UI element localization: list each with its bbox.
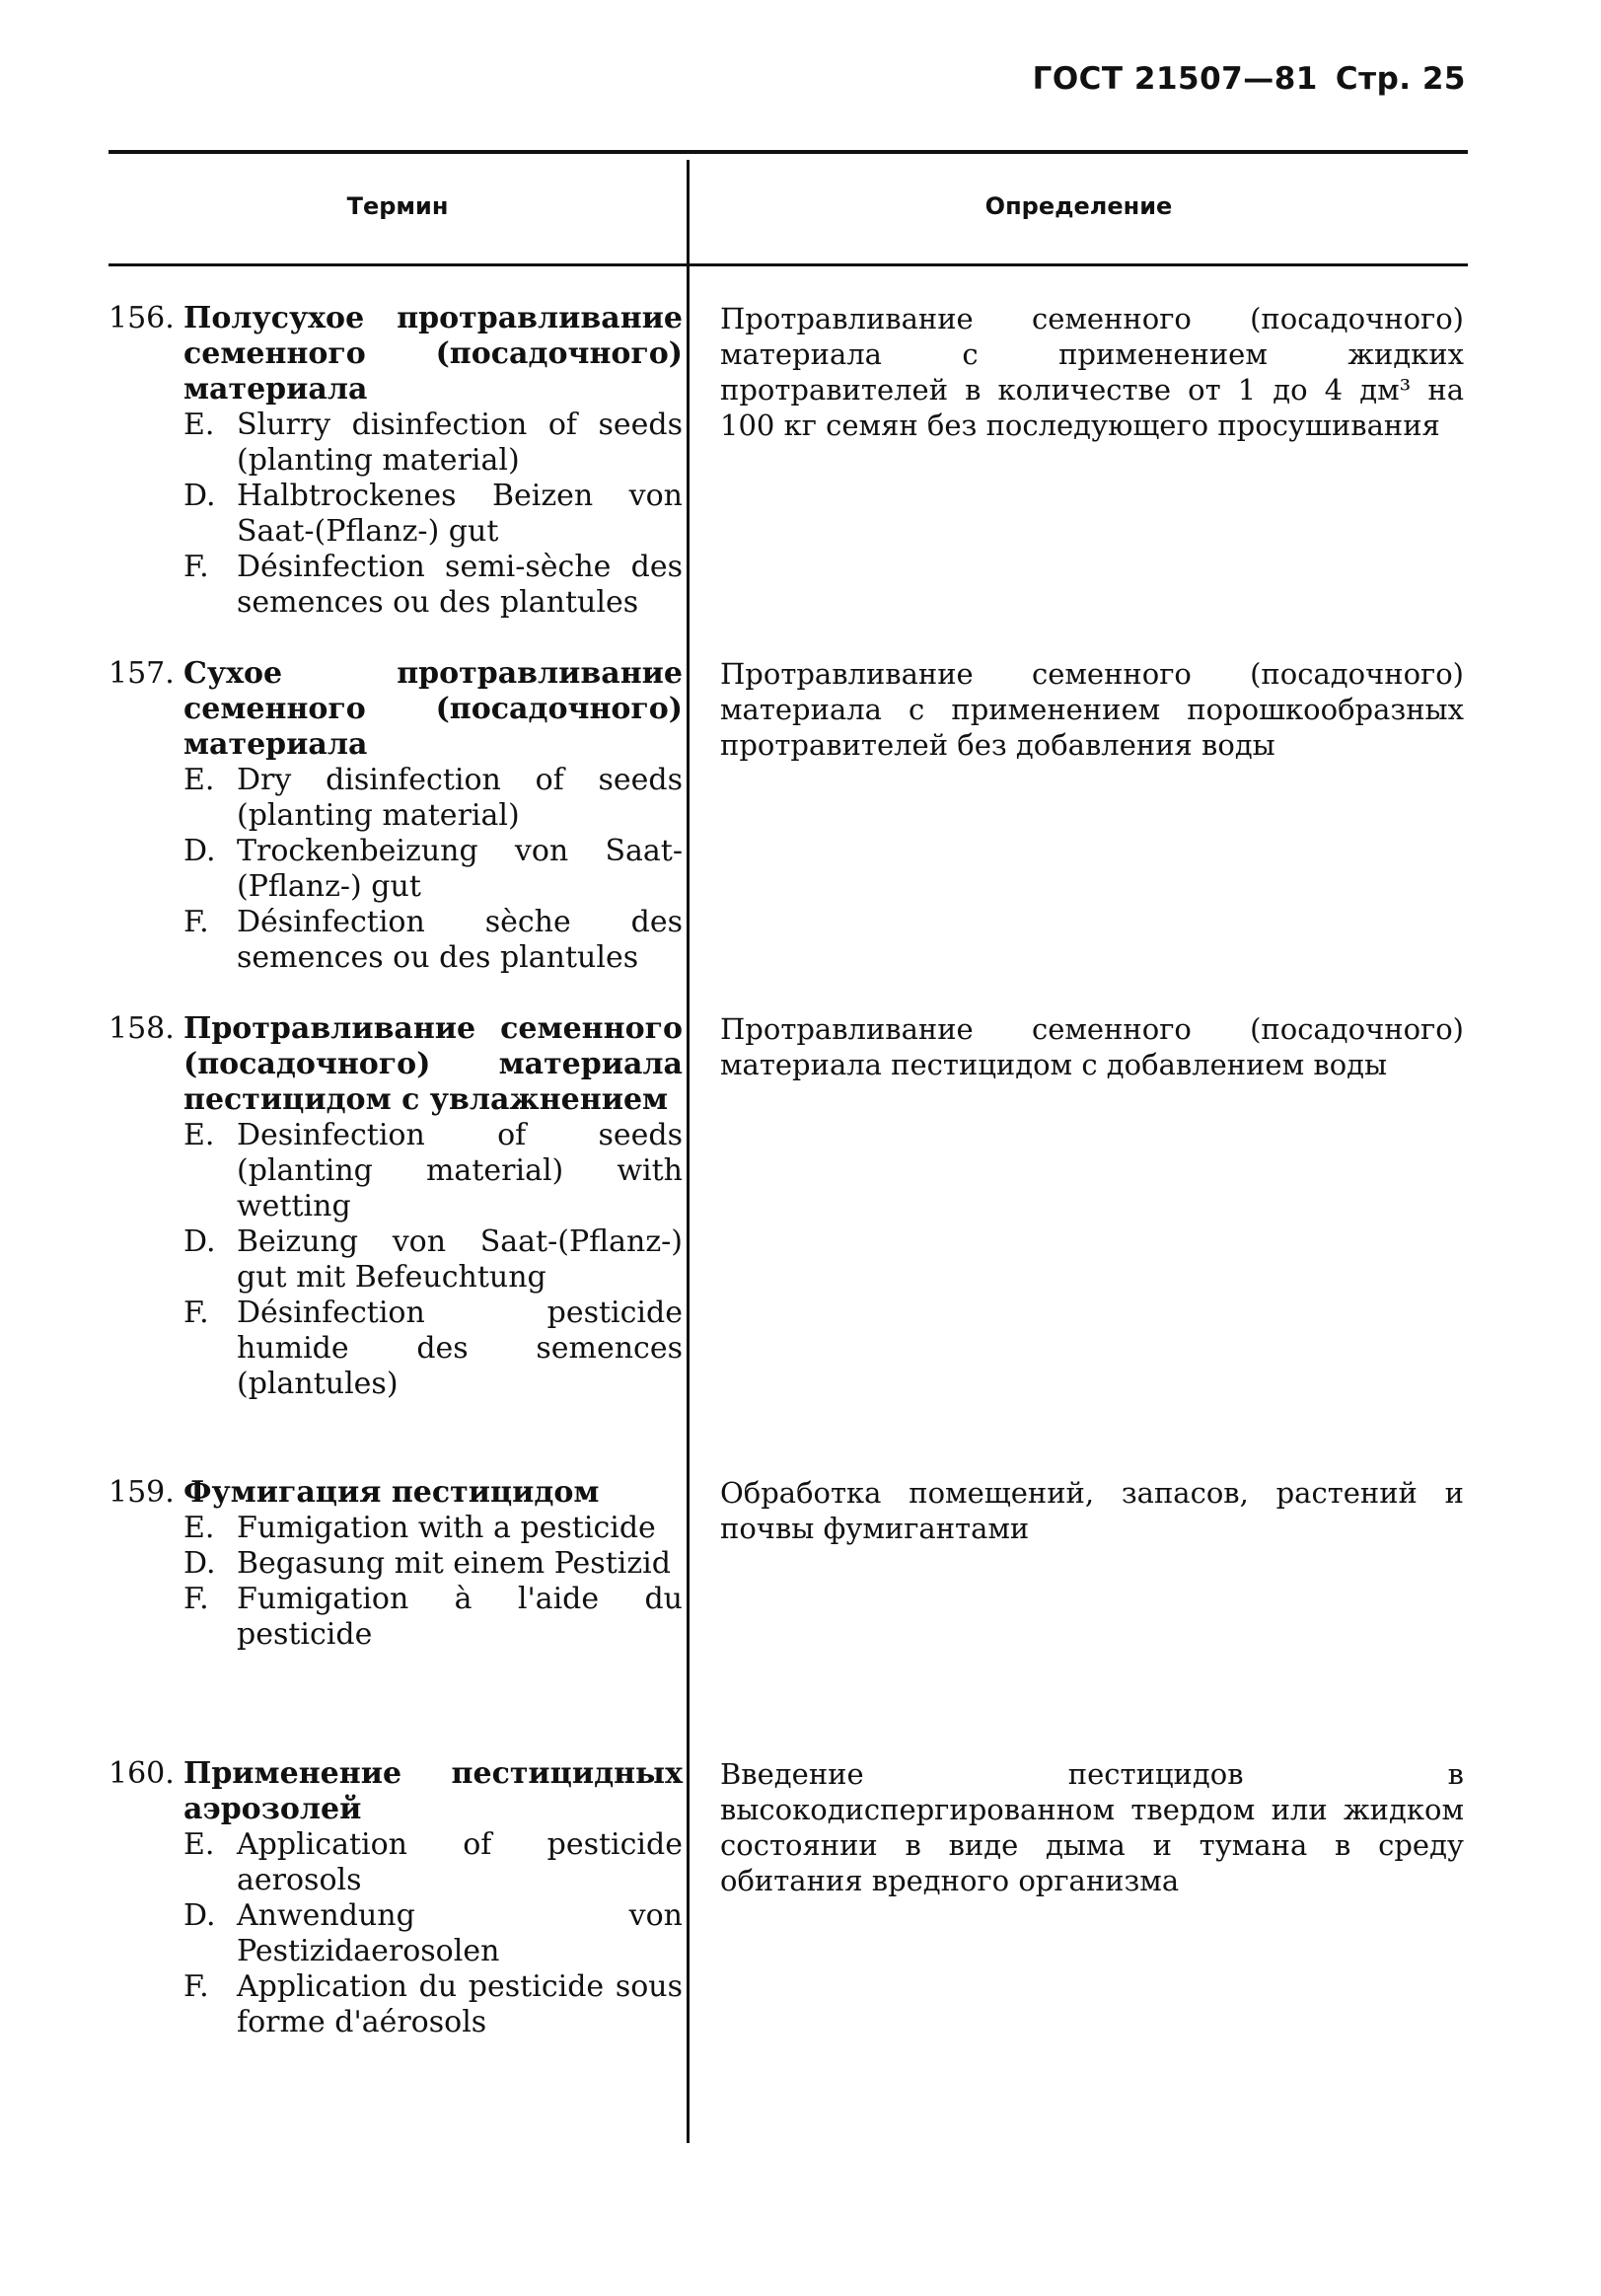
term-name: Полусухое протравливание семенного (посадочного) материала — [183, 301, 683, 407]
term-german: D. Begasung mit einem Pestizid — [183, 1546, 671, 1581]
term-french: F. Désinfection semi-sèche des semences ou des plantules — [183, 550, 683, 620]
term-english: E. Slurry disinfection of seeds (planting material) — [183, 407, 683, 478]
term-title — [109, 1756, 683, 1827]
term-name: Сухое протравливание семенного (посадочного) материала — [183, 656, 683, 762]
term-english: E. Desinfection of seeds (planting material) with wetting — [183, 1118, 683, 1223]
term-english: E. Dry disinfection of seeds (planting material) — [183, 763, 683, 833]
term-title — [109, 301, 683, 407]
term-number: 160. — [109, 1756, 175, 1791]
term-french: F. Désinfection pesticide humide des semences (plantules) — [183, 1296, 683, 1401]
definition-cell: Протравливание семенного (посадочного) материала с применением порошкообразных протравителей без добавления воды — [720, 657, 1464, 762]
term-cell — [109, 1475, 683, 1653]
term-english: E. Application of pesticide aerosols — [183, 1827, 683, 1897]
table-top-rule — [109, 150, 1468, 154]
term-name: Применение пестицидных аэрозолей — [183, 1756, 683, 1826]
term-number: 157. — [109, 656, 175, 691]
term-cell — [109, 301, 683, 621]
term-english: E. Fumigation with a pesticide — [183, 1511, 656, 1545]
term-german: D. Anwendung von Pestizidaerosolen — [183, 1898, 683, 1968]
term-number: 159. — [109, 1475, 175, 1510]
term-name: Фумигация пестицидом — [183, 1475, 600, 1510]
definition-cell: Введение пестицидов в высокодиспергированном твердом или жидком состоянии в виде дыма и тумана в среду обитания вредного организма — [720, 1757, 1464, 1897]
term-cell — [109, 1756, 683, 2040]
term-french: F. Désinfection sèche des semences ou des plantules — [183, 905, 683, 975]
term-cell — [109, 656, 683, 976]
table-header-rule — [109, 263, 1468, 266]
page-number: Стр. 25 — [1335, 61, 1466, 97]
page-header — [1033, 61, 1466, 97]
term-french: F. Fumigation à l'aide du pesticide — [183, 1582, 683, 1652]
term-german: D. Beizung von Saat-(Pflanz-) gut mit Befeuchtung — [183, 1224, 683, 1295]
term-french: F. Application du pesticide sous forme d'aérosols — [183, 1969, 683, 2039]
definition-cell: Обработка помещений, запасов, растений и почвы фумигантами — [720, 1476, 1464, 1545]
column-header-definition: Определение — [984, 192, 1173, 220]
definition-cell: Протравливание семенного (посадочного) материала пестицидом с добавлением воды — [720, 1012, 1464, 1081]
term-german: D. Halbtrockenes Beizen von Saat-(Pflanz-) gut — [183, 479, 683, 549]
standard-number: ГОСТ 21507—81 — [1032, 61, 1318, 97]
term-title — [109, 1475, 683, 1511]
term-german: D. Trockenbeizung von Saat-(Pflanz-) gut — [183, 834, 683, 904]
term-title — [109, 1011, 683, 1118]
definition-cell: Протравливание семенного (посадочного) материала с применением жидких протравителей в количестве от 1 до 4 дм³ на 100 кг семян без последующего просушивания — [720, 302, 1464, 442]
term-name: Протравливание семенного (посадочного) материала пестицидом с увлажнением — [183, 1011, 683, 1117]
column-header-term: Термин — [346, 192, 449, 220]
term-number: 156. — [109, 301, 175, 335]
column-divider — [687, 160, 690, 2143]
term-cell — [109, 1011, 683, 1402]
term-number: 158. — [109, 1011, 175, 1046]
term-title — [109, 656, 683, 763]
